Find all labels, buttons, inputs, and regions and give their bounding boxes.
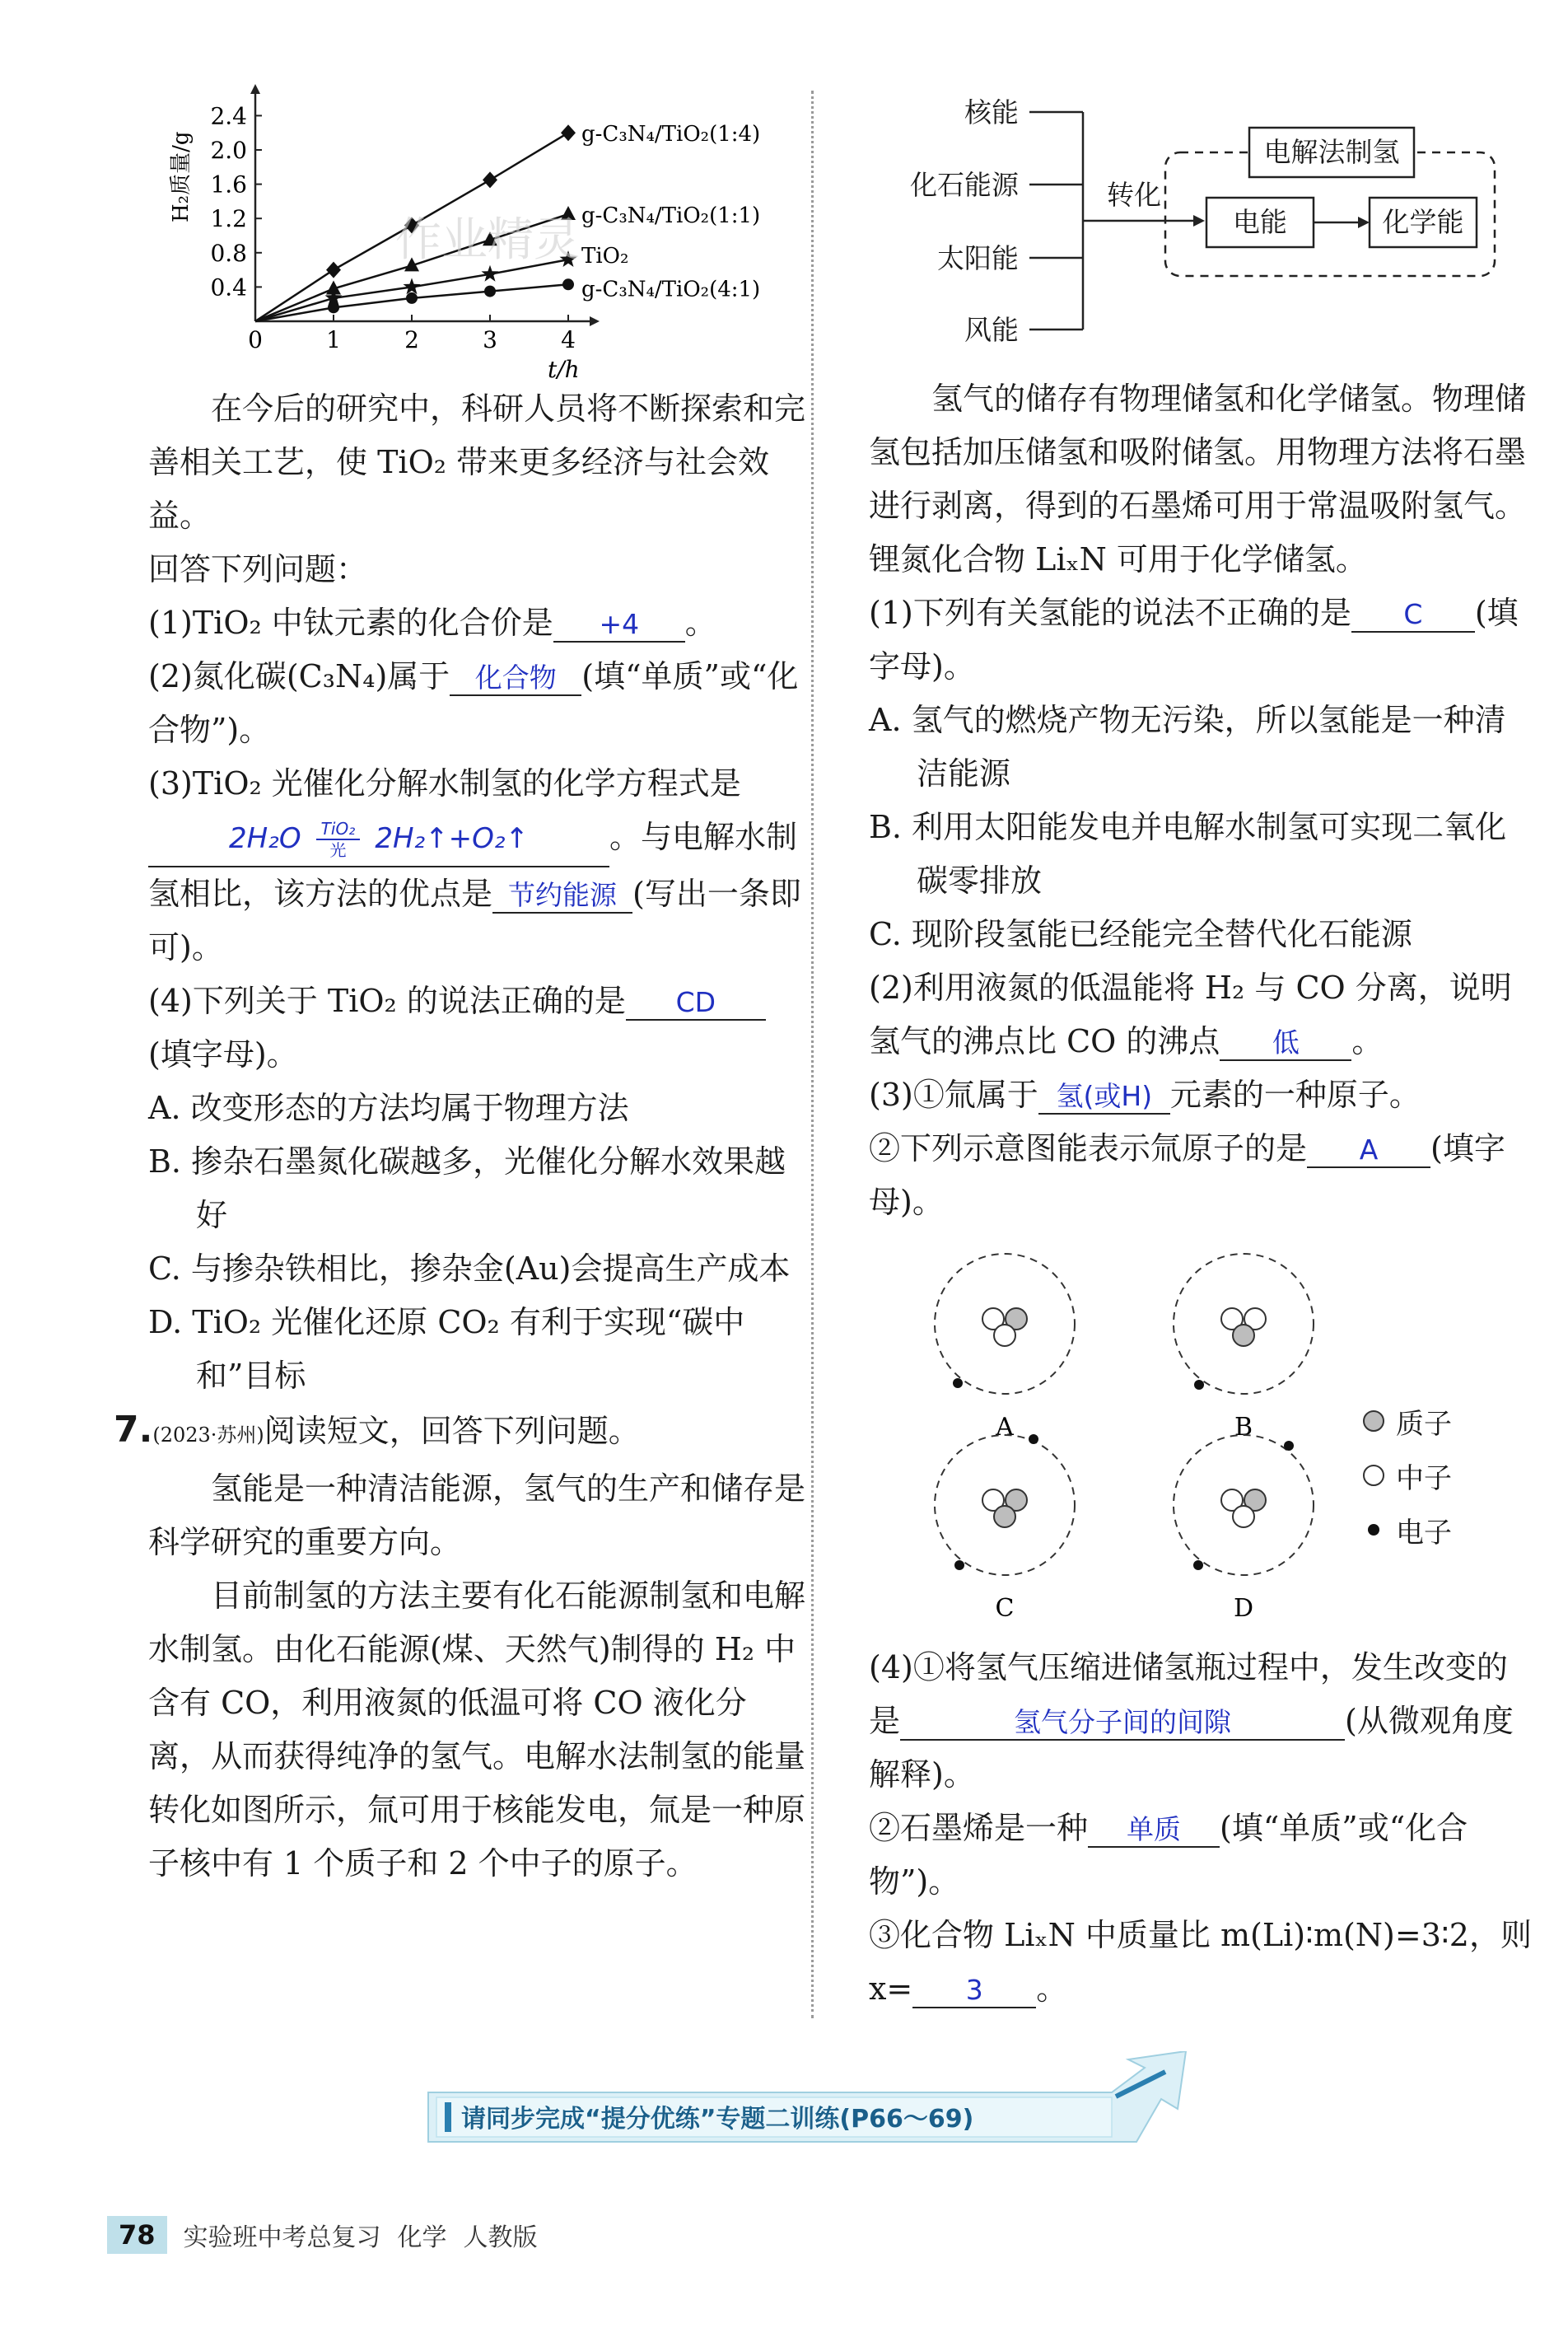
neutron-marker bbox=[1363, 1465, 1384, 1486]
legend-electron: 电子 bbox=[1363, 1503, 1452, 1557]
page-footer bbox=[107, 2216, 538, 2254]
right-answer-2[interactable]: 低 bbox=[1220, 1026, 1351, 1061]
question-2: (2)氮化碳(C₃N₄)属于 化合物 (填“单质”或“化合物”)。 bbox=[148, 658, 799, 748]
right-answer-3b[interactable]: A bbox=[1307, 1134, 1430, 1168]
electron bbox=[1029, 1434, 1038, 1444]
legend-proton: 质子 bbox=[1363, 1394, 1452, 1448]
column-divider bbox=[811, 91, 814, 2018]
intro-paragraph: 在今后的研究中，科研人员将不断探索和完善相关工艺，使 TiO₂ 带来更多经济与社会效益。 bbox=[148, 390, 806, 534]
source-nuclear: 核能 bbox=[964, 96, 1019, 129]
data-point bbox=[483, 171, 497, 188]
electron-marker bbox=[1368, 1524, 1379, 1536]
reading-paragraph-2: 目前制氢的方法主要有化石能源制氢和电解水制氢。由化石能源(煤、天然气)制得的 H₂ 中含有 CO，利用液氮的低温可将 CO 液化分离，从而获得纯净的氢气。电解水法制氢的能量转化如图所示，氚可用于核能发电，氚是一种原子核中有 1 个质子和 2 个中子的原子。 bbox=[148, 1578, 806, 1882]
right-option-b: B. 利用太阳能发电并电解水制氢可实现二氧化碳零排放 bbox=[869, 809, 1507, 899]
right-answer-4c[interactable]: 3 bbox=[912, 1974, 1036, 2008]
right-option-c: C. 现阶段氢能已经能完全替代化石能源 bbox=[869, 916, 1412, 952]
y-tick-label: 2.4 bbox=[210, 102, 247, 130]
y-tick-label: 0.8 bbox=[210, 239, 247, 267]
question-7-heading: 7.(2023·苏州)阅读短文，回答下列问题。 bbox=[114, 1409, 640, 1451]
conversion-label: 转化 bbox=[1107, 179, 1161, 211]
legend-neutron: 中子 bbox=[1363, 1448, 1452, 1503]
right-answer-1[interactable]: C bbox=[1351, 598, 1475, 633]
atom-label: B bbox=[1234, 1413, 1253, 1442]
question-3-equation: 2H₂O TiO₂ 光 2H₂↑+O₂↑ 。与电解水制氢相比，该方法的优点是 节约能源 (写出一条即可)。 bbox=[148, 811, 807, 975]
atom-group bbox=[935, 1254, 1314, 1623]
energy-conversion-diagram bbox=[869, 82, 1532, 362]
x-tick-label: 0 bbox=[248, 326, 263, 353]
right-question-1: (1)下列有关氢能的说法不正确的是 C (填字母)。 bbox=[869, 595, 1519, 685]
atom-diagrams bbox=[869, 1229, 1532, 1641]
subject-label: 化学 bbox=[397, 2223, 447, 2252]
source-solar: 太阳能 bbox=[937, 242, 1019, 274]
x-tick-label: 1 bbox=[326, 326, 341, 353]
left-column bbox=[114, 82, 807, 1891]
answer-4[interactable]: CD bbox=[626, 986, 766, 1021]
watermark: 作业精灵 bbox=[395, 213, 580, 267]
right-question-3b: ②下列示意图能表示氚原子的是 A (填字母)。 bbox=[869, 1130, 1505, 1220]
x-axis-arrow-icon bbox=[590, 316, 600, 326]
atom-label: D bbox=[1233, 1594, 1254, 1623]
source-wind: 风能 bbox=[964, 314, 1019, 346]
storage-paragraph: 氢气的储存有物理储氢和化学储氢。物理储氢包括加压储氢和吸附储氢。用物理方法将石墨进行剥离，得到的石墨烯可用于常温吸附氢气。锂氮化合物 LiₓN 可用于化学储氢。 bbox=[869, 381, 1527, 577]
atom-label: A bbox=[996, 1413, 1014, 1442]
questions-prompt: 回答下列问题： bbox=[148, 551, 368, 587]
proton bbox=[1233, 1325, 1254, 1346]
data-point bbox=[561, 124, 576, 141]
y-tick-label: 1.2 bbox=[210, 205, 247, 233]
option-b: B. 掺杂石墨氮化碳越多，光催化分解水效果越好 bbox=[148, 1143, 786, 1233]
data-point bbox=[482, 265, 499, 282]
practice-banner[interactable] bbox=[420, 2051, 1211, 2158]
data-point bbox=[562, 278, 574, 290]
y-tick-label: 1.6 bbox=[210, 171, 247, 199]
series-label: g-C₃N₄/TiO₂(1:4) bbox=[581, 122, 761, 147]
reading-paragraph-1: 氢能是一种清洁能源，氢气的生产和储存是科学研究的重要方向。 bbox=[148, 1470, 806, 1560]
option-a: A. 改变形态的方法均属于物理方法 bbox=[148, 1090, 629, 1126]
electron bbox=[954, 1560, 964, 1570]
question-7-source: (2023·苏州) bbox=[152, 1423, 264, 1447]
series-label: g-C₃N₄/TiO₂(1:1) bbox=[581, 203, 761, 228]
y-axis-arrow-icon bbox=[250, 84, 260, 94]
option-c: C. 与掺杂铁相比，掺杂金(Au)会提高生产成本 bbox=[148, 1250, 791, 1287]
data-point bbox=[404, 278, 421, 294]
data-point bbox=[406, 292, 418, 304]
question-3: (3)TiO₂ 光催化分解水制氢的化学方程式是 bbox=[148, 765, 741, 802]
option-d: D. TiO₂ 光催化还原 CO₂ 有利于实现“碳中和”目标 bbox=[148, 1304, 745, 1394]
question-4: (4)下列关于 TiO₂ 的说法正确的是 CD(填字母)。 bbox=[148, 975, 807, 1082]
x-tick-label: 3 bbox=[483, 326, 497, 353]
right-answer-4a[interactable]: 氢气分子间的间隙 bbox=[900, 1706, 1345, 1741]
question-7-number: 7. bbox=[114, 1409, 153, 1451]
right-question-2: (2)利用液氮的低温能将 H₂ 与 CO 分离，说明氢气的沸点比 CO 的沸点 低 。 bbox=[869, 970, 1512, 1059]
right-column bbox=[869, 82, 1532, 2016]
y-tick-label: 0.4 bbox=[210, 273, 247, 302]
right-question-4c: ③化合物 LiₓN 中质量比 m(Li)∶m(N)=3∶2，则 x= 3 。 bbox=[869, 1917, 1532, 2007]
x-tick-label: 2 bbox=[404, 326, 419, 353]
banner-text: 请同步完成“提分优练”专题二训练(P66～69) bbox=[461, 2105, 974, 2134]
proton-marker bbox=[1363, 1410, 1384, 1432]
right-answer-4b[interactable]: 单质 bbox=[1088, 1813, 1220, 1848]
electron bbox=[953, 1378, 963, 1388]
atom-label: C bbox=[995, 1594, 1015, 1623]
right-option-a: A. 氢气的燃烧产物无污染，所以氢能是一种清洁能源 bbox=[869, 702, 1506, 792]
particle-legend bbox=[1363, 1394, 1452, 1557]
proton bbox=[994, 1506, 1015, 1527]
answer-3-equation[interactable]: 2H₂O TiO₂ 光 2H₂↑+O₂↑ bbox=[148, 811, 609, 867]
neutron bbox=[994, 1325, 1015, 1346]
answer-2[interactable]: 化合物 bbox=[450, 661, 581, 696]
electron bbox=[1284, 1441, 1294, 1451]
edition-label: 人教版 bbox=[463, 2223, 538, 2252]
electrolysis-box: 电解法制氢 bbox=[1263, 136, 1400, 168]
book-title: 实验班中考总复习 bbox=[183, 2223, 381, 2252]
y-tick-label: 2.0 bbox=[210, 137, 247, 164]
x-tick-label: 4 bbox=[561, 326, 576, 353]
right-question-4a: (4)①将氢气压缩进储氢瓶过程中，发生改变的是 氢气分子间的间隙 (从微观角度解释)。 bbox=[869, 1649, 1514, 1793]
chemical-energy-box: 化学能 bbox=[1382, 206, 1464, 238]
chart-labels bbox=[169, 102, 760, 379]
series-label: TiO₂ bbox=[581, 244, 629, 269]
h2-mass-chart bbox=[148, 82, 807, 379]
right-question-3a: (3)①氚属于 氢(或H) 元素的一种原子。 bbox=[869, 1077, 1421, 1113]
right-question-4b: ②石墨烯是一种 单质 (填“单质”或“化合物”)。 bbox=[869, 1810, 1468, 1900]
question-1: (1)TiO₂ 中钛元素的化合价是 +4 。 bbox=[148, 605, 716, 641]
page-number: 78 bbox=[107, 2216, 167, 2254]
electron bbox=[1194, 1380, 1204, 1390]
right-answer-3a[interactable]: 氢(或H) bbox=[1038, 1080, 1170, 1115]
y-axis-label: H₂质量/g bbox=[169, 131, 194, 222]
neutron bbox=[1233, 1506, 1254, 1527]
data-point bbox=[484, 286, 496, 297]
electron bbox=[1193, 1560, 1203, 1570]
source-fossil: 化石能源 bbox=[910, 169, 1019, 201]
atom-figures bbox=[869, 1229, 1363, 1641]
electric-energy-box: 电能 bbox=[1233, 206, 1287, 238]
answer-1[interactable]: +4 bbox=[553, 608, 685, 643]
x-axis-label: t/h bbox=[548, 356, 580, 379]
data-point bbox=[326, 262, 341, 278]
series-label: g-C₃N₄/TiO₂(4:1) bbox=[581, 277, 761, 302]
answer-3-advantage[interactable]: 节约能源 bbox=[492, 879, 632, 914]
data-point bbox=[328, 302, 339, 313]
